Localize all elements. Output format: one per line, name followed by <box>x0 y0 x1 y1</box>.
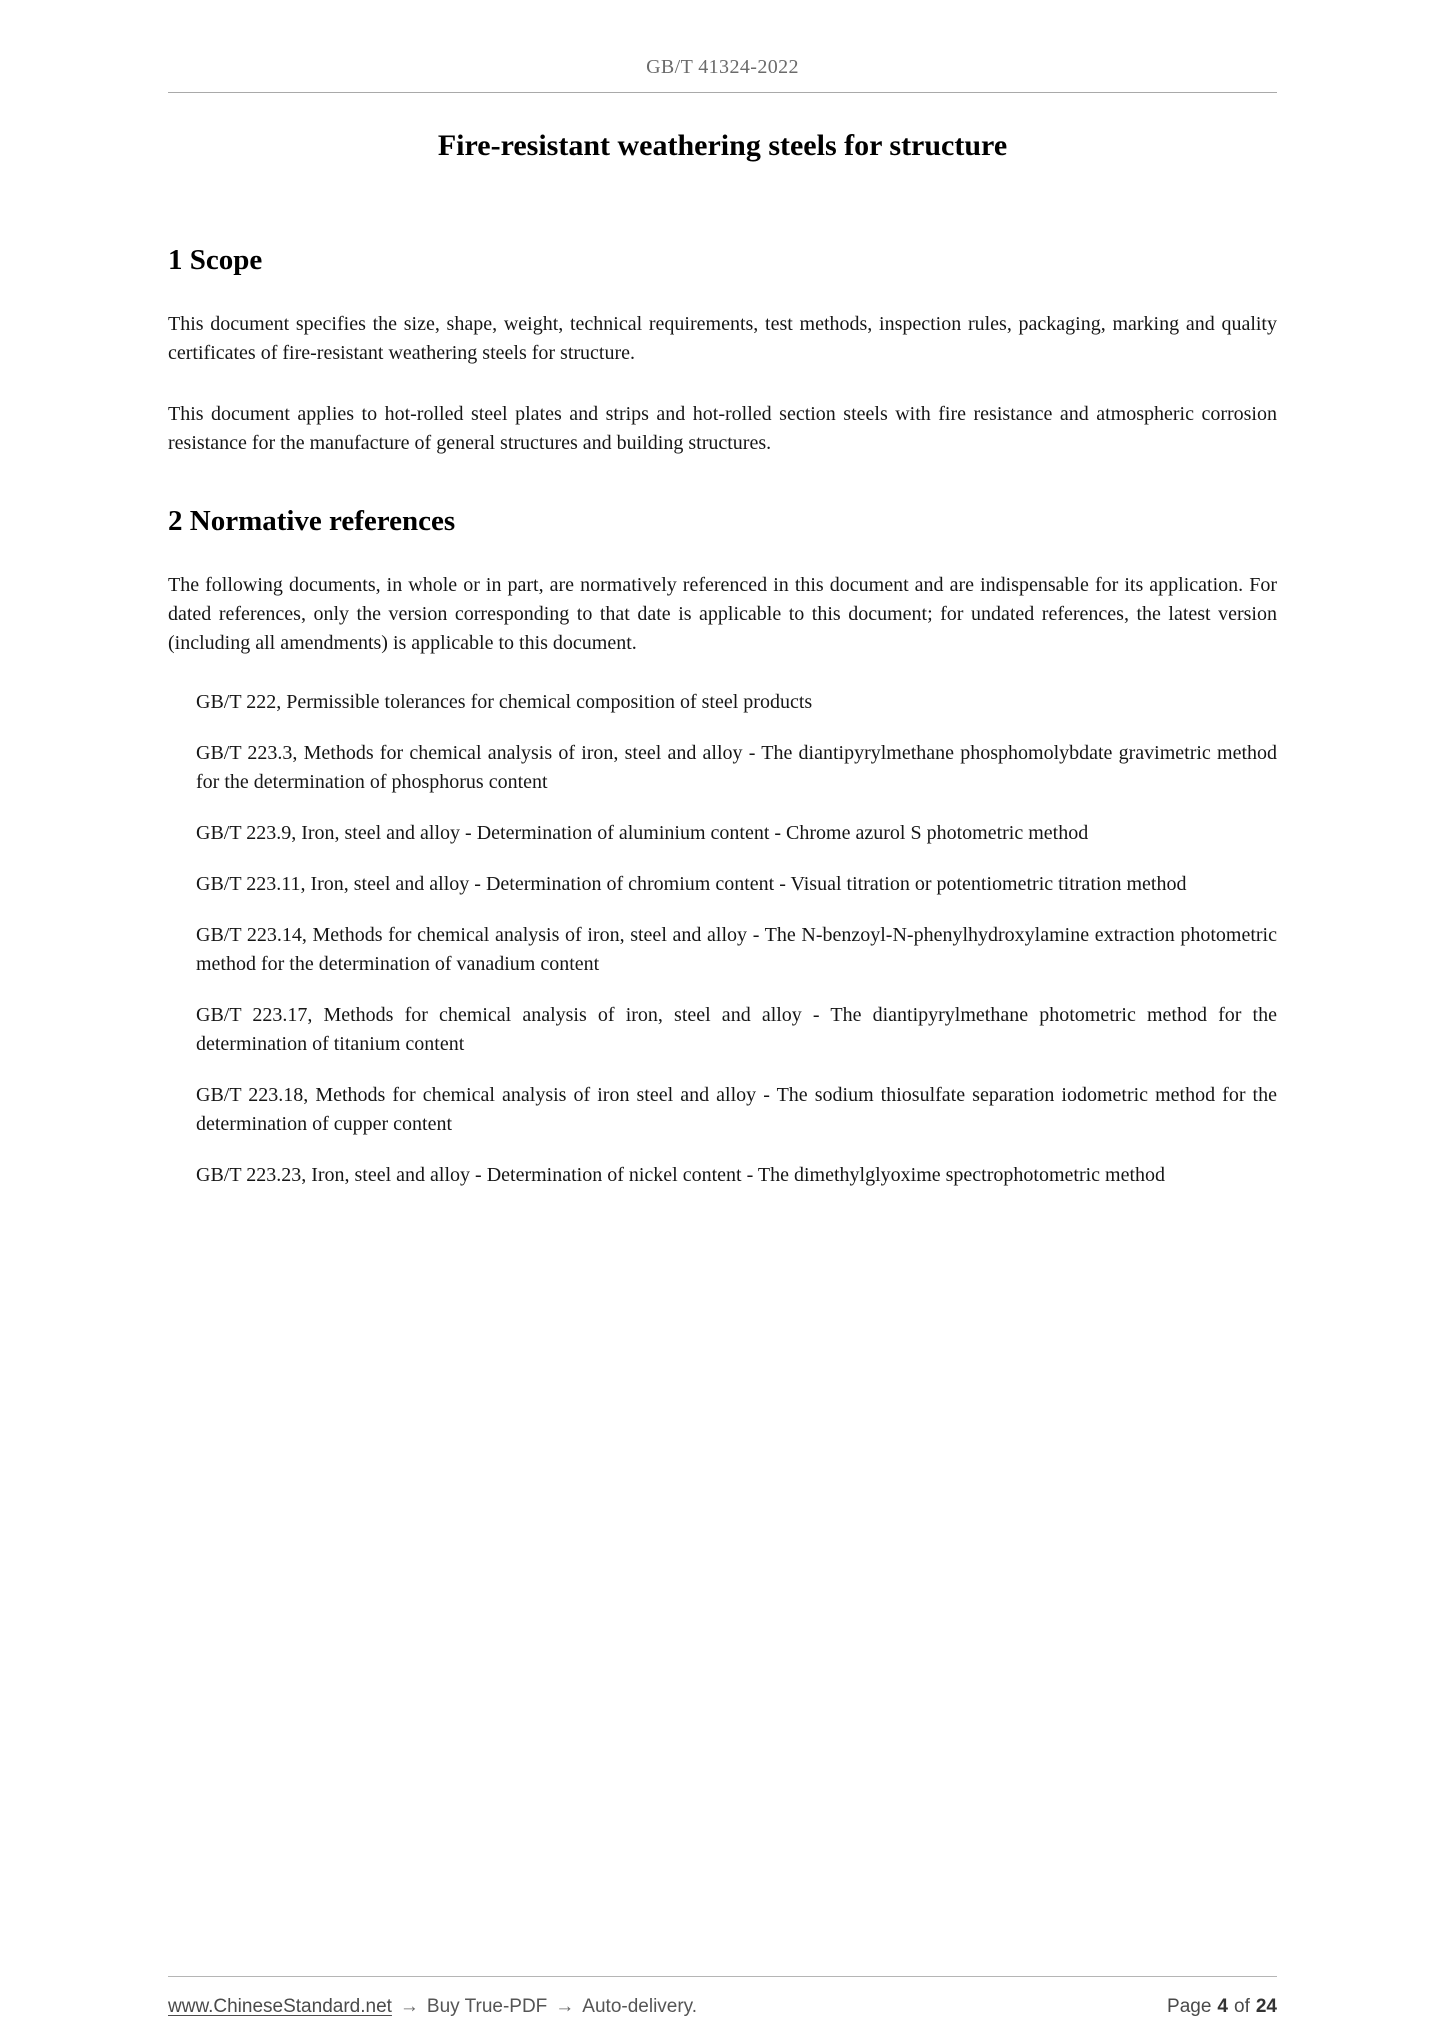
reference-item-gbt-223-11: GB/T 223.11, Iron, steel and alloy - Determination of chromium content - Visual titration or potentiometric titration method <box>196 872 1187 895</box>
footer-delivery-text: Auto-delivery. <box>582 1996 698 2017</box>
scope-paragraph-1: This document specifies the size, shape, weight, technical requirements, test methods, inspection rules, packaging, marking and quality certificates of fire-resistant weathering steels for structure. <box>168 312 1277 364</box>
of-word: of <box>1234 1996 1250 2017</box>
section-normative-references <box>168 458 1277 1190</box>
footer-buy-text: Buy True-PDF <box>426 1996 548 2017</box>
section-scope <box>168 163 1277 458</box>
normative-heading: 2 Normative references <box>168 504 456 537</box>
footer-branding <box>168 1996 697 2018</box>
header-divider <box>168 92 1277 93</box>
reference-item-gbt-223-14: GB/T 223.14, Methods for chemical analysis of iron, steel and alloy - The N-benzoyl-N-phenylhydroxylamine extraction photometric method for the determination of vanadium content <box>196 923 1277 975</box>
reference-item-gbt-222: GB/T 222, Permissible tolerances for chemical composition of steel products <box>196 690 813 713</box>
arrow-right-icon: → <box>555 1996 575 2017</box>
page-header <box>168 0 1277 93</box>
document-title: Fire-resistant weathering steels for structure <box>437 129 1008 162</box>
scope-paragraph-2: This document applies to hot-rolled steel plates and strips and hot-rolled section steels with fire resistance and atmospheric corrosion resistance for the manufacture of general structures and building structures. <box>168 402 1277 454</box>
reference-list <box>168 688 1277 1190</box>
page-total: 24 <box>1255 1996 1277 2017</box>
doc-number: GB/T 41324-2022 <box>646 56 799 78</box>
page-indicator <box>1167 1996 1277 2018</box>
site-link[interactable]: www.ChineseStandard.net <box>168 1996 392 2017</box>
page-word: Page <box>1167 1996 1212 2017</box>
scope-heading: 1 Scope <box>168 244 263 276</box>
footer-row <box>168 1996 1277 2018</box>
page-footer <box>168 1976 1277 2044</box>
footer-divider <box>168 1976 1277 1977</box>
reference-item-gbt-223-17: GB/T 223.17, Methods for chemical analysis of iron, steel and alloy - The diantipyrylmethane photometric method for the determination of titanium content <box>196 1003 1277 1055</box>
reference-item-gbt-223-9: GB/T 223.9, Iron, steel and alloy - Determination of aluminium content - Chrome azurol S photometric method <box>196 821 1089 844</box>
reference-item-gbt-223-23: GB/T 223.23, Iron, steel and alloy - Determination of nickel content - The dimethylglyoxime spectrophotometric method <box>196 1163 1166 1186</box>
reference-item-gbt-223-3: GB/T 223.3, Methods for chemical analysis of iron, steel and alloy - The diantipyrylmethane phosphomolybdate gravimetric method for the determination of phosphorus content <box>196 741 1277 793</box>
normative-intro-paragraph: The following documents, in whole or in part, are normatively referenced in this document and are indispensable for its application. For dated references, only the version corresponding to that date is applicable to this document; for undated references, the latest version (including all amendments) is applicable to this document. <box>168 573 1277 654</box>
page-number: 4 <box>1217 1996 1228 2017</box>
reference-item-gbt-223-18: GB/T 223.18, Methods for chemical analysis of iron steel and alloy - The sodium thiosulfate separation iodometric method for the determination of cupper content <box>196 1083 1277 1135</box>
arrow-right-icon: → <box>399 1996 419 2017</box>
